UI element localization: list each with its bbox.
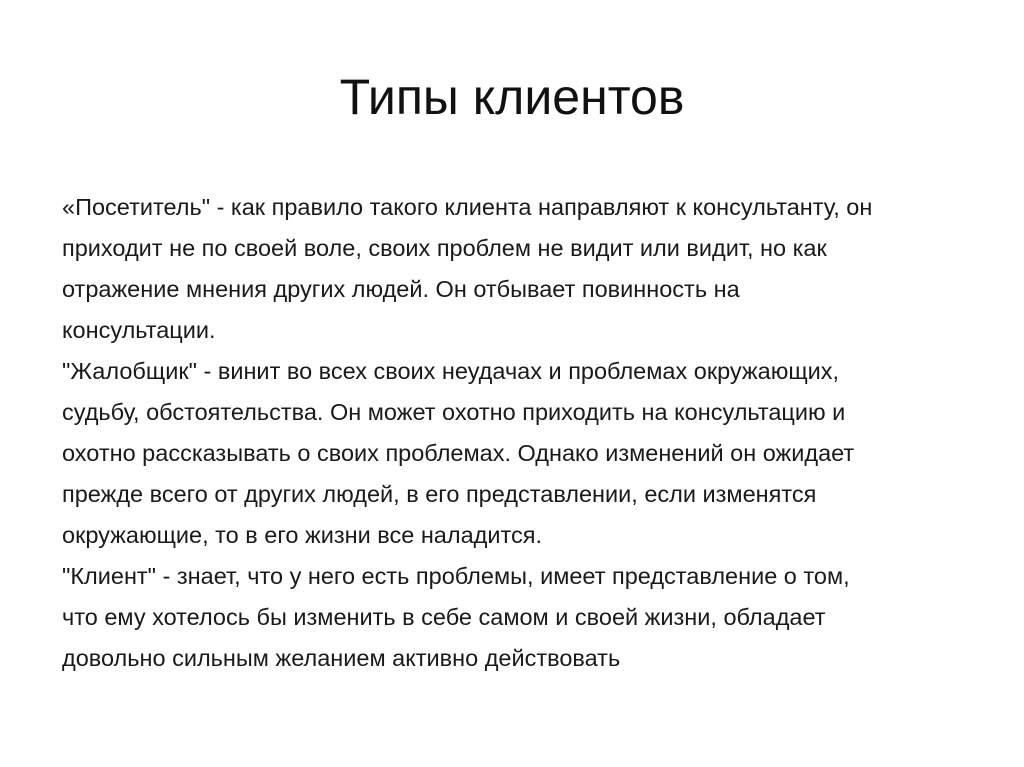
body-line-visitor-3: отражение мнения других людей. Он отбывает повинность на [62,276,740,302]
body-line-visitor-2: приходит не по своей воле, своих проблем не видит или видит, но как [62,235,827,261]
body-line-visitor-1: «Посетитель" - как правило такого клиента направляют к консультанту, он [62,194,873,220]
body-line-complainer-4: прежде всего от других людей, в его представлении, если изменятся [62,481,817,507]
body-line-visitor-4: консультации. [62,317,216,343]
body-line-complainer-5: окружающие, то в его жизни все наладится. [62,522,543,548]
body-line-client-3: довольно сильным желанием активно действовать [62,645,621,671]
body-line-client-2: что ему хотелось бы изменить в себе самом и своей жизни, обладает [62,604,826,630]
body-line-complainer-2: судьбу, обстоятельства. Он может охотно приходить на консультацию и [62,399,846,425]
body-line-client-1: "Клиент" - знает, что у него есть проблемы, имеет представление о том, [62,563,850,589]
slide-body [62,187,982,679]
slide-title: Типы клиентов [339,69,685,125]
body-line-complainer-1: "Жалобщик" - винит во всех своих неудачах и проблемах окружающих, [62,358,840,384]
body-line-complainer-3: охотно рассказывать о своих проблемах. Однако изменений он ожидает [62,440,855,466]
